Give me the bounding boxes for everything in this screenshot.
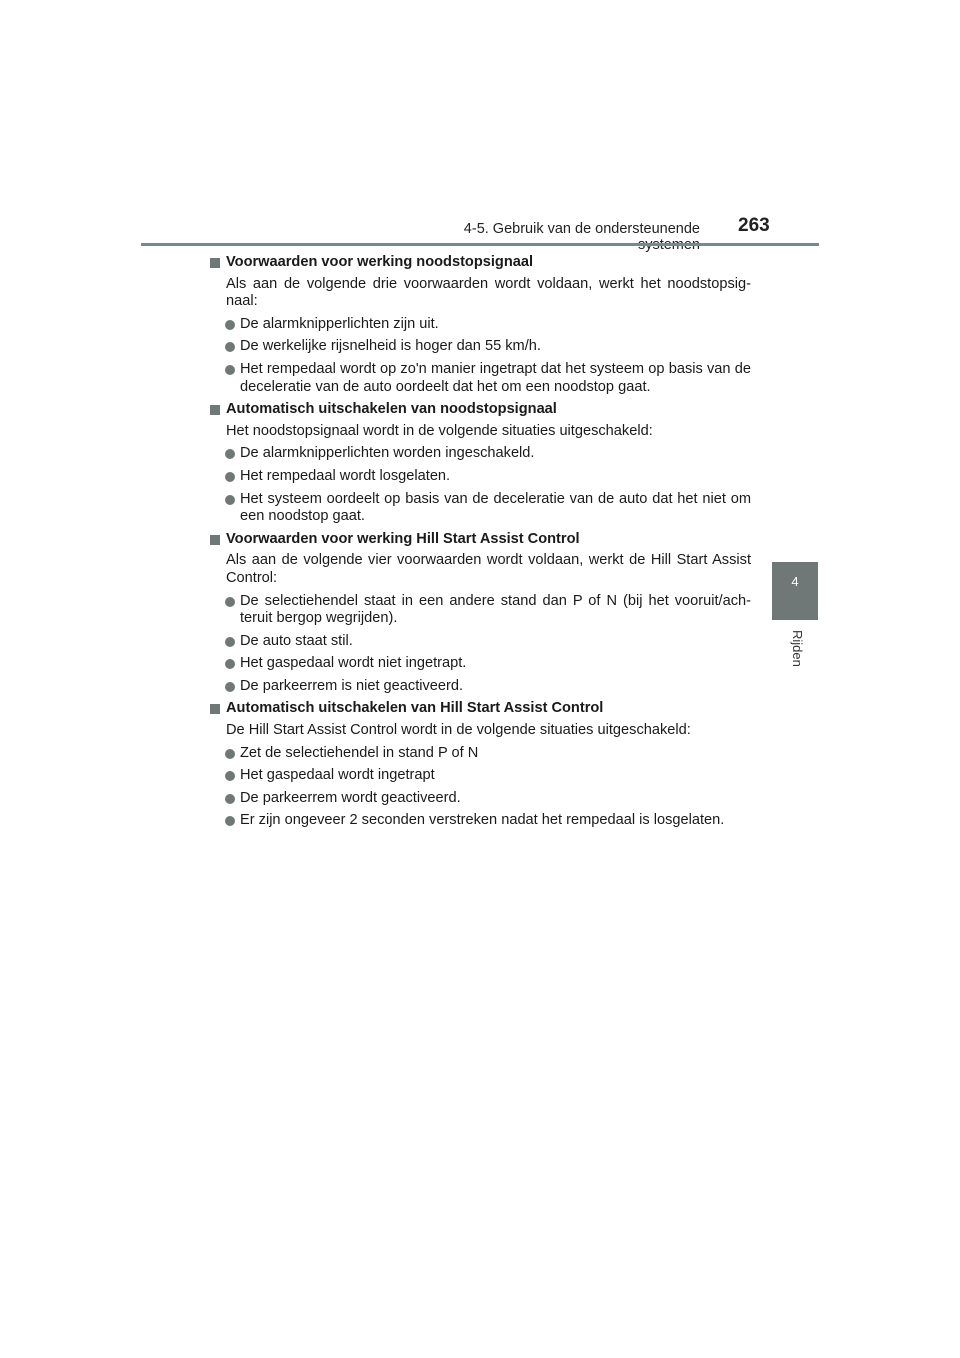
circle-bullet-icon [225, 771, 235, 781]
circle-bullet-icon [225, 449, 235, 459]
header-divider [141, 243, 819, 246]
circle-bullet-icon [225, 749, 235, 759]
list-item: De parkeerrem wordt geactiveerd. [208, 790, 751, 808]
chapter-label: Rijden [790, 630, 805, 667]
section-intro: De Hill Start Assist Control wordt in de volgende situaties uitgeschakeld: [226, 722, 691, 739]
chapter-number: 4 [791, 574, 799, 589]
circle-bullet-icon [225, 659, 235, 669]
list-item: De parkeerrem is niet geactiveerd. [208, 678, 751, 696]
chapter-tab [772, 562, 818, 620]
list-item: Het rempedaal wordt losgelaten. [208, 468, 751, 486]
circle-bullet-icon [225, 816, 235, 826]
circle-bullet-icon [225, 637, 235, 647]
section-heading: Voorwaarden voor werking noodstopsignaal [226, 254, 534, 270]
square-bullet-icon [210, 405, 220, 415]
square-bullet-icon [210, 704, 220, 714]
circle-bullet-icon [225, 320, 235, 330]
list-item: Het rempedaal wordt op zo'n manier ingetrapt dat het systeem op basis van de deceleratie van de auto oordeelt dat het om een noodstop gaat. [208, 361, 751, 396]
list-item: Het systeem oordeelt op basis van de deceleratie van de auto dat het niet om een noodstop gaat. [208, 491, 751, 526]
page-number: 263 [738, 215, 770, 236]
list-item: Zet de selectiehendel in stand P of N [208, 745, 751, 763]
section-intro: Als aan de volgende vier voorwaarden wordt voldaan, werkt de Hill Start Assist Control: [226, 552, 751, 586]
section-intro: Als aan de volgende drie voorwaarden wordt voldaan, werkt het noodstopsig-naal: [226, 275, 751, 310]
circle-bullet-icon [225, 495, 235, 505]
list-item: De alarmknipperlichten worden ingeschakeld. [208, 445, 751, 463]
section-heading: Voorwaarden voor werking Hill Start Assist Control [226, 530, 580, 547]
section-hill-start-cancel [208, 700, 751, 830]
section-emergency-signal-cancel [208, 401, 751, 526]
circle-bullet-icon [225, 365, 235, 375]
list-item: De selectiehendel staat in een andere stand dan P of N (bij het vooruit/ach-teruit bergop wegrijden). [208, 593, 751, 628]
square-bullet-icon [210, 535, 220, 545]
list-item: De auto staat stil. [208, 633, 751, 651]
list-item: Het gaspedaal wordt niet ingetrapt. [208, 655, 751, 673]
circle-bullet-icon [225, 794, 235, 804]
circle-bullet-icon [225, 472, 235, 482]
page-content [208, 254, 751, 835]
list-item: Er zijn ongeveer 2 seconden verstreken nadat het rempedaal is losgelaten. [208, 812, 751, 830]
circle-bullet-icon [225, 342, 235, 352]
circle-bullet-icon [225, 597, 235, 607]
square-bullet-icon [210, 258, 220, 268]
section-intro: Het noodstopsignaal wordt in de volgende situaties uitgeschakeld: [226, 422, 653, 439]
list-item: De alarmknipperlichten zijn uit. [208, 316, 751, 334]
section-heading: Automatisch uitschakelen van Hill Start Assist Control [226, 700, 604, 717]
list-item: Het gaspedaal wordt ingetrapt [208, 767, 751, 785]
section-title: 4-5. Gebruik van de ondersteunende [463, 221, 700, 237]
circle-bullet-icon [225, 682, 235, 692]
section-heading: Automatisch uitschakelen van noodstopsignaal [226, 401, 557, 418]
section-emergency-signal-conditions [208, 254, 751, 396]
section-hill-start-conditions [208, 531, 751, 696]
list-item: De werkelijke rijsnelheid is hoger dan 55 km/h. [208, 338, 751, 356]
